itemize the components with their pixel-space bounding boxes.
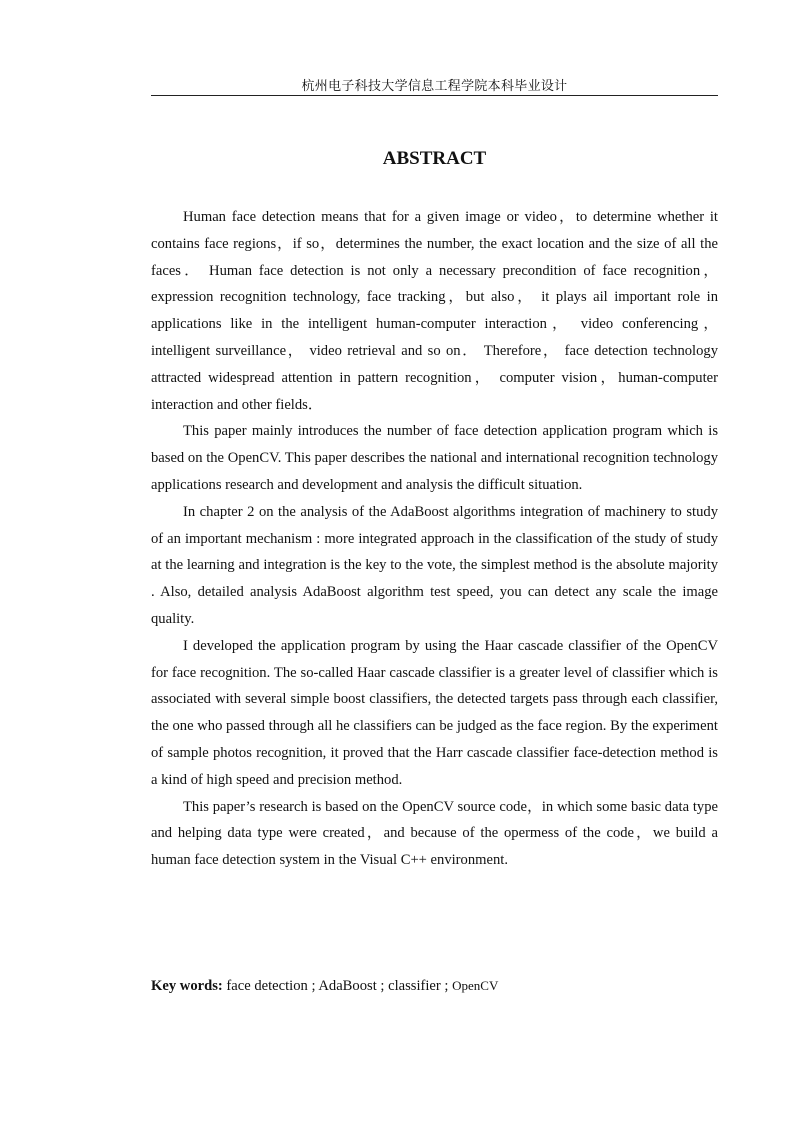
keywords-last-term: OpenCV	[452, 978, 499, 993]
abstract-paragraph-4: I developed the application program by using the Haar cascade classifier of the OpenCV for face recognition. The so-called Haar cascade classifier is a greater level of classifier which is associated with several simple boost classifiers, the detected targets pass through each classifier, the one who passed through all he classifiers can be judged as the face region. By the experiment of sample photos recognition, it proved that the Harr cascade classifier face-detection method is a kind of high speed and precision method.	[151, 637, 718, 788]
keywords-line	[151, 973, 718, 999]
abstract-title: ABSTRACT	[382, 148, 487, 169]
abstract-paragraph-5: This paper’s research is based on the OpenCV source code，in which some basic data type and helping data type were created，and because of the opermess of the code，we build a human face detection system in the Visual C++ environment.	[151, 798, 718, 869]
abstract-paragraph-1: Human face detection means that for a given image or video，to determine whether it contains face regions，if so，determines the number, the exact location and the size of all the faces． Human face detection is not only a necessary precondition of face recognition， expression recognition technology, face tracking，but also， it plays ail important role in applications like in the intelligent human-computer interaction， video conferencing， intelligent surveillance， video retrieval and so on． Therefore， face detection technology attracted widespread attention in pattern recognition， computer vision，human-computer interaction and other fields．	[151, 209, 718, 413]
abstract-paragraph-3: In chapter 2 on the analysis of the AdaBoost algorithms integration of machinery to study of an important mechanism : more integrated approach in the classification of the study of study at the learning and integration is the key to the vote, the simplest method is the absolute majority . Also, detailed analysis AdaBoost algorithm test speed, you can detect any scale the image quality.	[151, 503, 718, 627]
running-header: 杭州电子科技大学信息工程学院本科毕业设计	[301, 78, 568, 93]
abstract-paragraph-2: This paper mainly introduces the number of face detection application program which is based on the OpenCV. This paper describes the national and international recognition technology applications research and development and analysis the difficult situation.	[151, 423, 718, 493]
keywords-terms: face detection ; AdaBoost ; classifier ;	[222, 978, 453, 994]
abstract-body	[151, 204, 718, 874]
header-rule	[151, 95, 718, 96]
keywords-label: Key words:	[151, 978, 223, 994]
